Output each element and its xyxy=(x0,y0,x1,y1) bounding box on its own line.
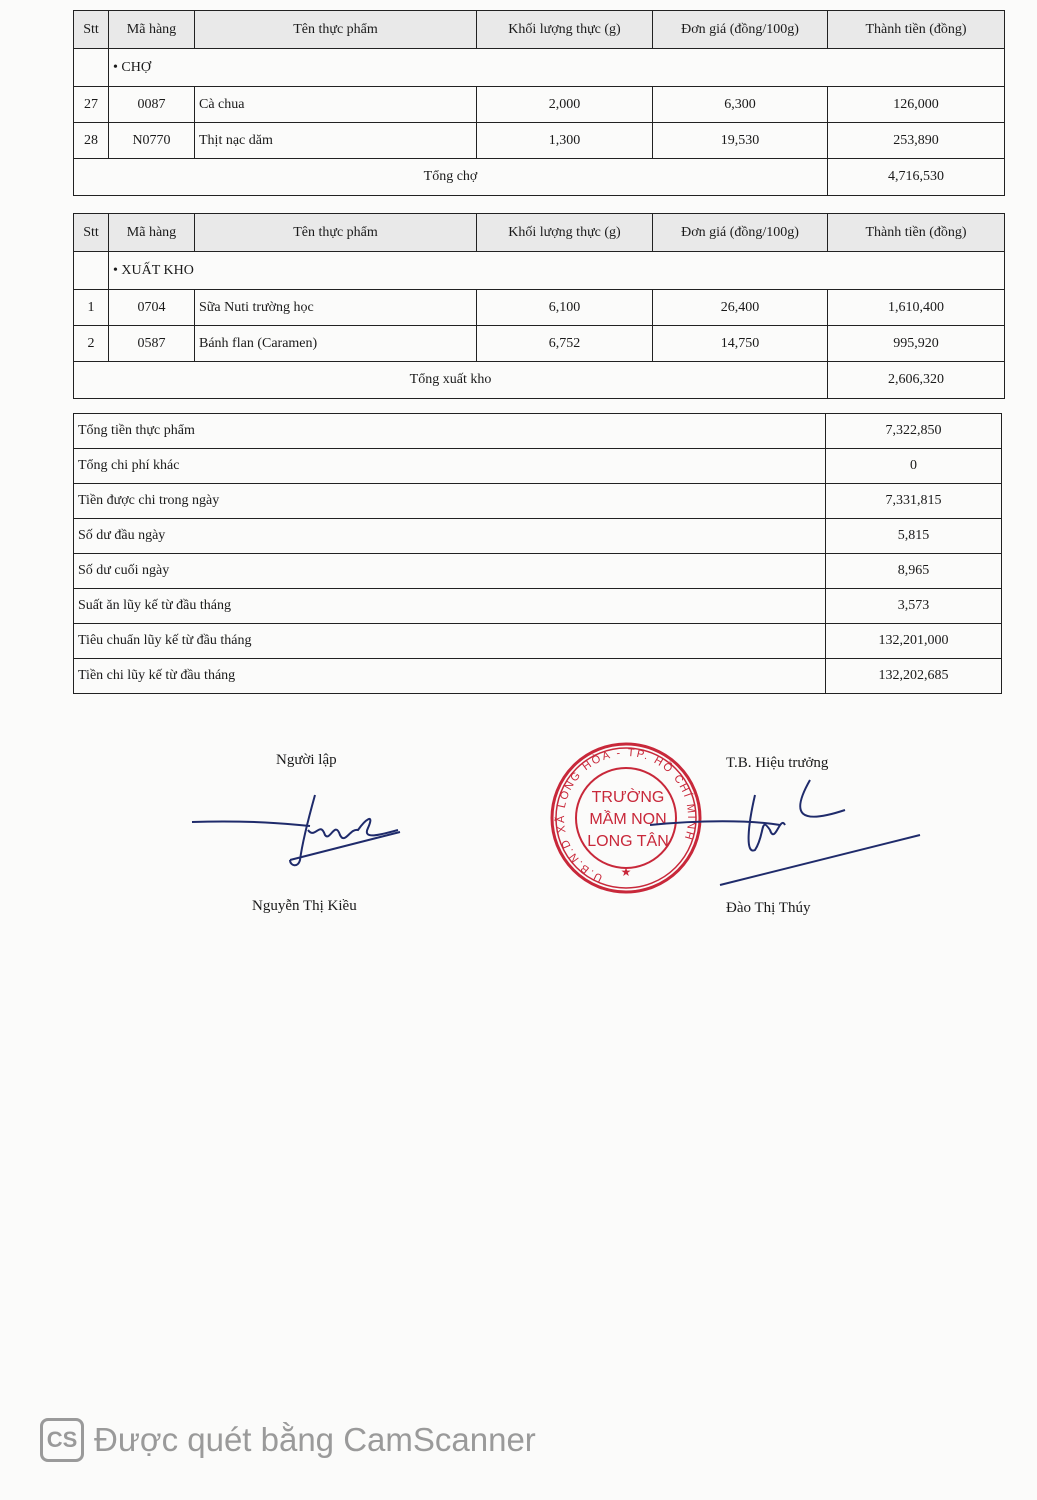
principal-name: Đào Thị Thúy xyxy=(726,900,811,916)
col-name: Tên thực phẩm xyxy=(195,214,477,252)
col-weight: Khối lượng thực (g) xyxy=(477,11,653,49)
principal-title: T.B. Hiệu trưởng xyxy=(726,755,829,771)
col-weight: Khối lượng thực (g) xyxy=(477,214,653,252)
cho-table xyxy=(73,10,1005,196)
table-row: 28 N0770 Thịt nạc dăm 1,300 19,530 253,890 xyxy=(74,123,1005,159)
col-code: Mã hàng xyxy=(109,11,195,49)
svg-text:MẦM NON: MẦM NON xyxy=(589,811,667,828)
summary-row: Tiền chi lũy kế từ đầu tháng 132,202,685 xyxy=(74,659,1002,694)
table-row: 2 0587 Bánh flan (Caramen) 6,752 14,750 995,920 xyxy=(74,326,1005,362)
section-row xyxy=(74,49,1005,87)
table-header xyxy=(74,214,1005,252)
col-price: Đơn giá (đồng/100g) xyxy=(653,11,828,49)
col-amount: Thành tiền (đồng) xyxy=(828,11,1005,49)
svg-text:LONG TÂN: LONG TÂN xyxy=(587,833,669,850)
stamp-star-icon: ★ xyxy=(620,865,632,879)
col-code: Mã hàng xyxy=(109,214,195,252)
preparer-name: Nguyễn Thị Kiều xyxy=(252,898,357,914)
camscanner-text: Được quét bằng CamScanner xyxy=(94,1421,536,1458)
total-row: Tổng xuất kho 2,606,320 xyxy=(74,362,1005,399)
summary-row: Tổng chi phí khác 0 xyxy=(74,449,1002,484)
xuat-kho-table xyxy=(73,213,1005,399)
table-row: 1 0704 Sữa Nuti trường học 6,100 26,400 1,610,400 xyxy=(74,290,1005,326)
col-stt: Stt xyxy=(74,11,109,49)
total-row: Tổng chợ 4,716,530 xyxy=(74,159,1005,196)
summary-row: Tổng tiền thực phẩm 7,322,850 xyxy=(74,414,1002,449)
section-label: • XUẤT KHO xyxy=(109,252,1005,290)
summary-row: Tiền được chi trong ngày 7,331,815 xyxy=(74,484,1002,519)
table-row: 27 0087 Cà chua 2,000 6,300 126,000 xyxy=(74,87,1005,123)
summary-table xyxy=(73,413,1002,694)
summary-row: Số dư đầu ngày 5,815 xyxy=(74,519,1002,554)
table-header xyxy=(74,11,1005,49)
summary-row: Số dư cuối ngày 8,965 xyxy=(74,554,1002,589)
preparer-title: Người lập xyxy=(276,752,337,768)
stamp-ring-text: U.B.N.D XÃ LONG HÒA - TP. HỒ CHÍ MINH xyxy=(555,746,698,884)
camscanner-watermark xyxy=(40,1418,536,1462)
preparer-signature xyxy=(190,790,405,870)
svg-text:TRƯỜNG: TRƯỜNG xyxy=(591,789,665,806)
summary-row: Suất ăn lũy kế từ đầu tháng 3,573 xyxy=(74,589,1002,624)
principal-signature xyxy=(640,775,930,900)
section-label: • CHỢ xyxy=(109,49,1005,87)
col-name: Tên thực phẩm xyxy=(195,11,477,49)
camscanner-logo-icon: CS xyxy=(40,1418,84,1462)
col-amount: Thành tiền (đồng) xyxy=(828,214,1005,252)
col-stt: Stt xyxy=(74,214,109,252)
section-row xyxy=(74,252,1005,290)
col-price: Đơn giá (đồng/100g) xyxy=(653,214,828,252)
summary-row: Tiêu chuẩn lũy kế từ đầu tháng 132,201,000 xyxy=(74,624,1002,659)
